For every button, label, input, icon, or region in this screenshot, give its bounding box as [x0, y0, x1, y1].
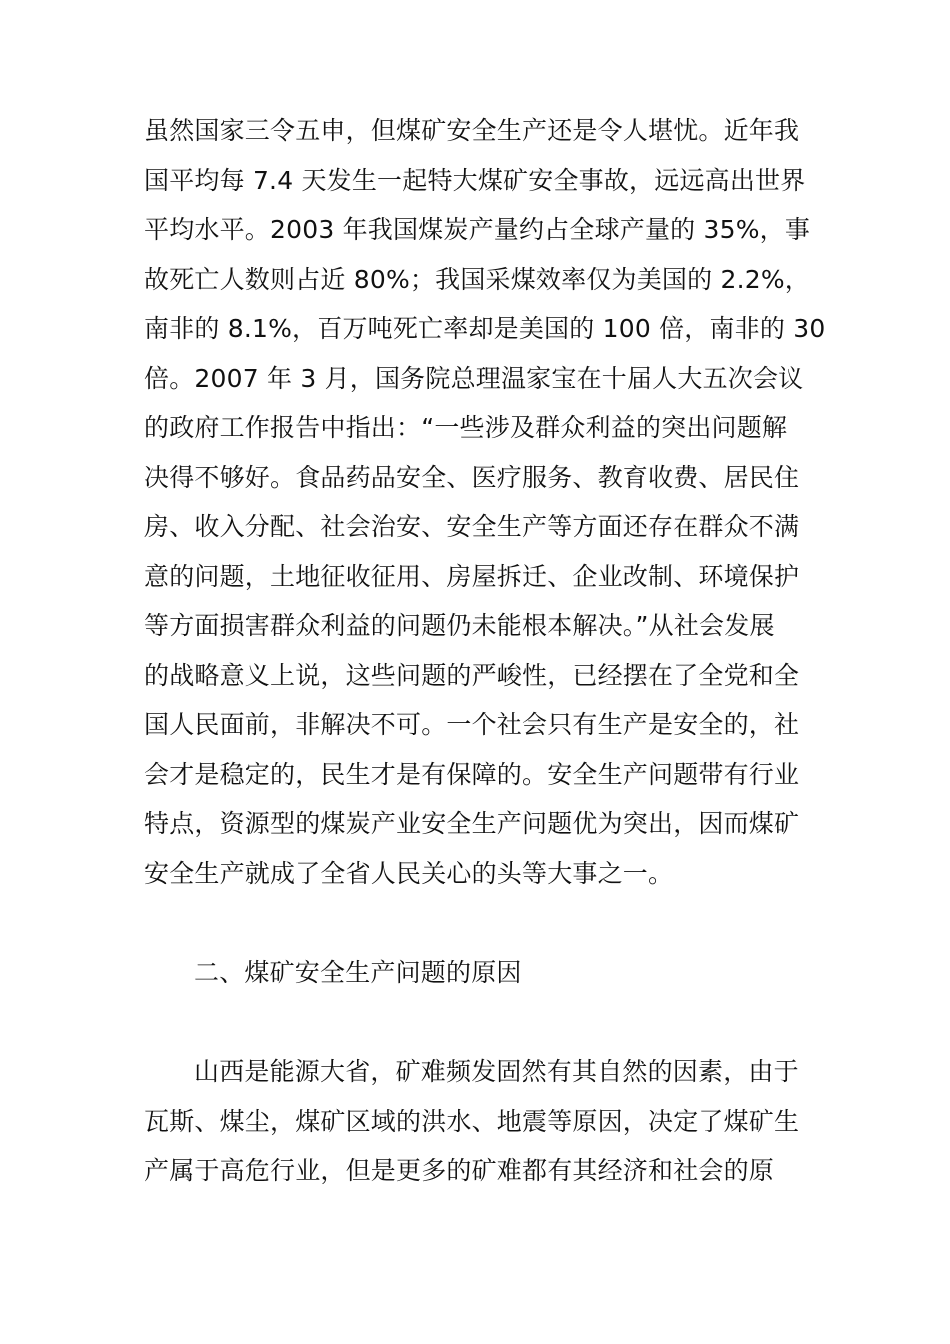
paragraph-1-line: 决得不够好。食品药品安全、医疗服务、教育收费、居民住	[144, 463, 800, 492]
paragraph-1-line: 南非的 8.1%，百万吨死亡率却是美国的 100 倍，南非的 30	[144, 314, 826, 343]
paragraph-1-line: 故死亡人数则占近 80%；我国采煤效率仅为美国的 2.2%，	[144, 265, 810, 294]
paragraph-1-line: 会才是稳定的，民生才是有保障的。安全生产问题带有行业	[144, 760, 800, 789]
paragraph-2-line: 产属于高危行业，但是更多的矿难都有其经济和社会的原	[144, 1156, 775, 1185]
paragraph-1-line: 安全生产就成了全省人民关心的头等大事之一。	[144, 859, 674, 888]
paragraph-2-line: 瓦斯、煤尘，煤矿区域的洪水、地震等原因，决定了煤矿生	[144, 1107, 800, 1136]
paragraph-1-line: 的战略意义上说，这些问题的严峻性，已经摆在了全党和全	[144, 661, 800, 690]
paragraph-1-line: 国平均每 7.4 天发生一起特大煤矿安全事故，远远高出世界	[144, 166, 806, 195]
paragraph-1-line: 国人民面前，非解决不可。一个社会只有生产是安全的，社	[144, 710, 800, 739]
paragraph-1-line: 倍。2007 年 3 月，国务院总理温家宝在十届人大五次会议	[144, 364, 804, 393]
paragraph-1-line: 平均水平。2003 年我国煤炭产量约占全球产量的 35%，事	[144, 215, 811, 244]
paragraph-1-line: 虽然国家三令五申，但煤矿安全生产还是令人堪忧。近年我	[144, 116, 800, 145]
paragraph-1-line: 的政府工作报告中指出：“一些涉及群众利益的突出问题解	[144, 413, 788, 442]
section-heading: 二、煤矿安全生产问题的原因	[194, 958, 522, 987]
paragraph-1-line: 意的问题，土地征收征用、房屋拆迁、企业改制、环境保护	[144, 562, 800, 591]
paragraph-1-line: 房、收入分配、社会治安、安全生产等方面还存在群众不满	[144, 512, 800, 541]
paragraph-1-line: 特点，资源型的煤炭产业安全生产问题优为突出，因而煤矿	[144, 809, 800, 838]
paragraph-2-line: 山西是能源大省，矿难频发固然有其自然的因素，由于	[194, 1057, 799, 1086]
paragraph-1-line: 等方面损害群众利益的问题仍未能根本解决。”从社会发展	[144, 611, 775, 640]
